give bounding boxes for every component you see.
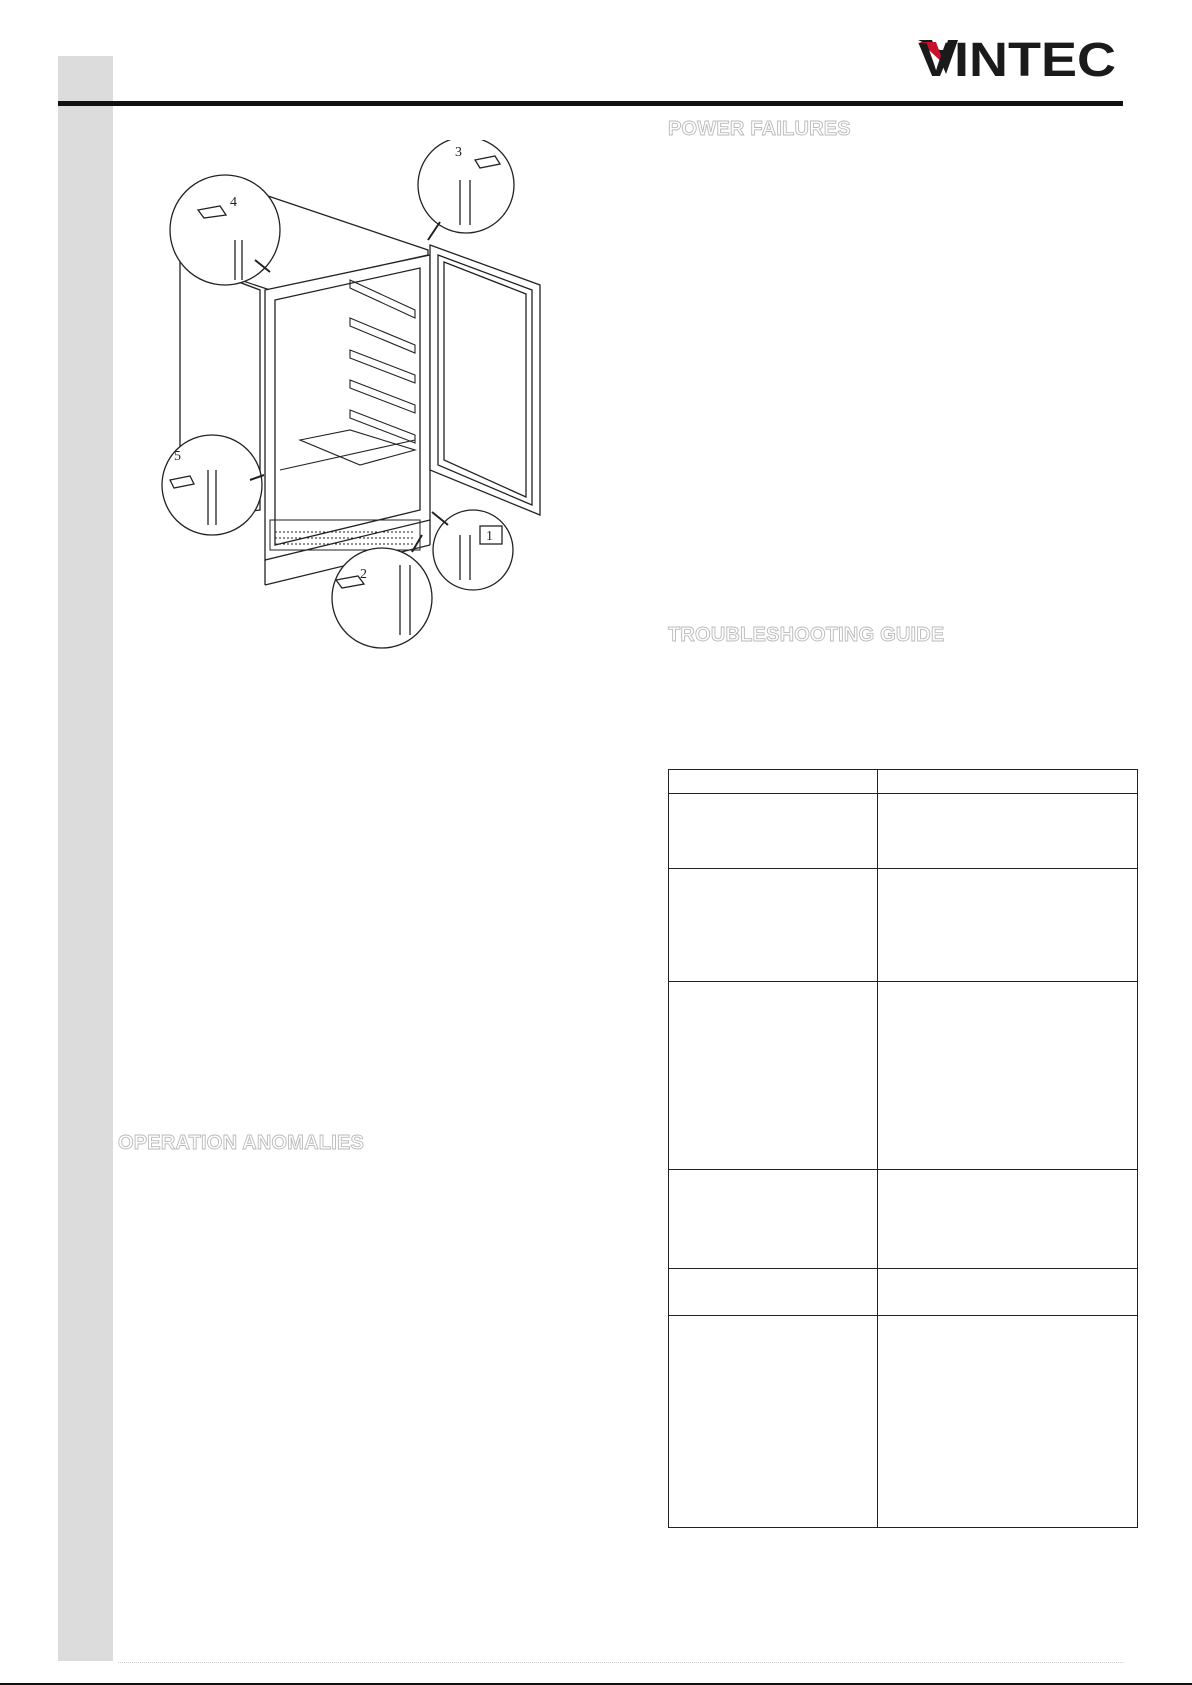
problem-cell [669, 1316, 878, 1528]
callout-4-label: 4 [230, 195, 237, 210]
solution-cell [878, 1316, 1138, 1528]
troubleshooting-table [668, 769, 1138, 1528]
table-row [669, 982, 1138, 1170]
solution-cell [878, 869, 1138, 982]
callout-1 [432, 510, 513, 590]
power-failures-heading: POWER FAILURES [668, 118, 851, 140]
header-problem [669, 770, 878, 794]
side-margin-band [58, 56, 113, 1661]
table-row [669, 794, 1138, 869]
callout-3 [418, 140, 514, 240]
callout-2-label: 2 [360, 567, 367, 582]
problem-cell [669, 869, 878, 982]
callout-2 [332, 535, 432, 648]
callout-3-label: 3 [455, 145, 462, 160]
table-row [669, 1316, 1138, 1528]
troubleshooting-guide-heading: TROUBLESHOOTING GUIDE [668, 624, 945, 646]
door-hinge-diagram [160, 140, 580, 650]
vintec-logo [916, 30, 1120, 86]
problem-cell [669, 1170, 878, 1269]
header-solution [878, 770, 1138, 794]
solution-cell [878, 1269, 1138, 1316]
solution-cell [878, 1170, 1138, 1269]
solution-cell [878, 982, 1138, 1170]
callout-1-label: 1 [486, 529, 493, 544]
footer-dotted-rule [118, 1662, 1123, 1663]
callout-4 [170, 175, 280, 285]
operation-anomalies-heading: OPERATION ANOMALIES [118, 1132, 365, 1154]
table-header-row [669, 770, 1138, 794]
solution-cell [878, 794, 1138, 869]
open-door [430, 245, 540, 515]
problem-cell [669, 982, 878, 1170]
problem-cell [669, 794, 878, 869]
table-row [669, 1170, 1138, 1269]
table-row [669, 1269, 1138, 1316]
problem-cell [669, 1269, 878, 1316]
logo-wordmark: VINTEC [918, 34, 1116, 86]
table-row [669, 869, 1138, 982]
header-rule [58, 101, 1123, 106]
callout-5-label: 5 [174, 449, 181, 464]
